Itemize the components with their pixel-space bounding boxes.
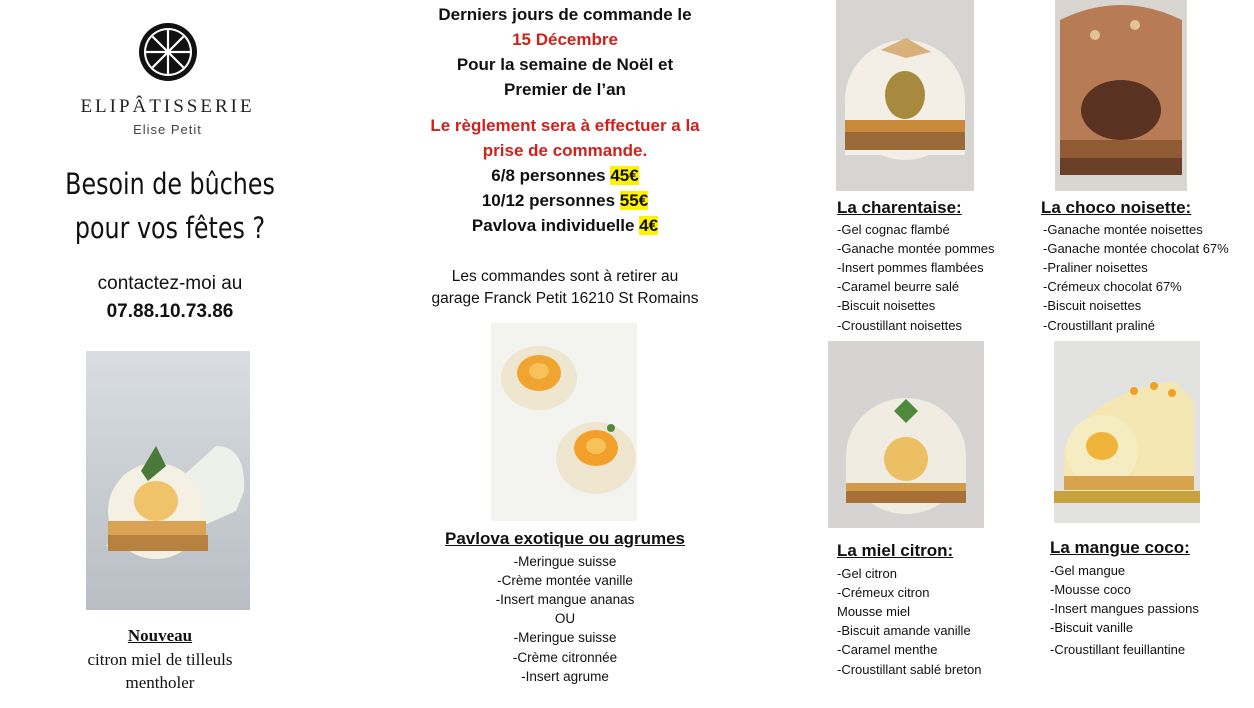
product-ingredient: -Gel citron [837,566,897,581]
product-ingredient: -Gel mangue [1050,563,1126,578]
order-deadline-date: 15 Décembre [512,30,618,49]
miel-citron-photo [828,341,984,528]
product-title: La mangue coco: [1050,538,1190,557]
pavlova-ingredient: -Insert agrume [521,669,609,684]
product-title: La choco noisette: [1041,198,1192,217]
contact-text: contactez-moi au [97,273,243,294]
buche-citron-miel-photo [86,351,250,610]
price-label: Pavlova individuelle [471,216,640,235]
phone-number: 07.88.10.73.86 [106,301,234,322]
product-ingredient: -Caramel beurre salé [837,279,960,294]
product-ingredient: -Biscuit noisettes [1043,298,1142,313]
pavlova-ingredient: -Crème citronnée [512,650,618,665]
price-label: 6/8 personnes [491,166,611,185]
pickup-info: garage Franck Petit 16210 St Romains [431,290,699,307]
choco-noisette-photo [1055,0,1187,191]
citrus-slice-icon [138,22,198,82]
order-deadline-text: Derniers jours de commande le [438,5,692,24]
pavlova-ingredient: -Meringue suisse [513,554,617,569]
new-desc-line: mentholer [125,673,195,692]
new-product-title: Nouveau [127,626,193,645]
product-ingredient: Mousse miel [837,604,910,619]
product-ingredient: -Biscuit amande vanille [837,623,971,638]
product-ingredient: -Croustillant feuillantine [1050,642,1186,657]
price-line [380,166,750,186]
new-product-description [40,648,280,694]
pickup-info: Les commandes sont à retirer au [451,268,679,285]
product-ingredient: -Croustillant sablé breton [837,662,982,677]
headline-line: Besoin de bûches [65,167,275,201]
product-ingredient: -Praliner noisettes [1043,260,1148,275]
pavlova-title: Pavlova exotique ou agrumes [445,529,685,548]
product-ingredient: -Croustillant praliné [1043,318,1155,333]
product-title: La charentaise: [837,198,962,217]
product-title: La miel citron: [837,541,954,560]
product-ingredient: -Crémeux chocolat 67% [1043,279,1182,294]
price-value: 45€ [610,166,639,185]
product-ingredient: -Ganache montée noisettes [1043,222,1203,237]
price-line [380,191,750,211]
product-ingredient: -Gel cognac flambé [837,222,950,237]
product-ingredient: -Biscuit vanille [1050,620,1134,635]
new-desc-line: citron miel de tilleuls [87,650,233,669]
pavlova-photo [491,323,637,521]
product-ingredient: -Croustillant noisettes [837,318,962,333]
price-value: 55€ [619,191,649,210]
payment-note: Le règlement sera à effectuer a la [430,116,700,135]
pavlova-ingredient: -Crème montée vanille [497,573,633,588]
pavlova-ingredient: -Meringue suisse [513,630,617,645]
product-ingredient: -Insert mangues passions [1050,601,1199,616]
price-value: 4€ [639,216,659,235]
brand-name: ELIPÂTISSERIE [80,96,255,117]
order-period-text: Pour la semaine de Noël et [456,55,674,74]
mangue-coco-photo [1054,341,1200,523]
product-ingredient: -Ganache montée chocolat 67% [1043,241,1229,256]
product-ingredient: -Insert pommes flambées [837,260,984,275]
product-ingredient: -Mousse coco [1050,582,1131,597]
payment-note: prise de commande. [482,141,648,160]
pavlova-ingredient: OU [554,611,576,626]
product-ingredient: -Ganache montée pommes [837,241,995,256]
product-ingredient: -Caramel menthe [837,642,938,657]
product-ingredient: -Crémeux citron [837,585,930,600]
headline [63,162,276,250]
product-ingredient: -Biscuit noisettes [837,298,936,313]
order-period-text: Premier de l’an [504,80,626,99]
pavlova-ingredient: -Insert mangue ananas [495,592,635,607]
headline-line: pour vos fêtes ? [74,211,266,245]
price-line [380,216,750,236]
brand-subtitle: Elise Petit [133,122,202,137]
price-label: 10/12 personnes [481,191,620,210]
charentaise-photo [836,0,974,191]
